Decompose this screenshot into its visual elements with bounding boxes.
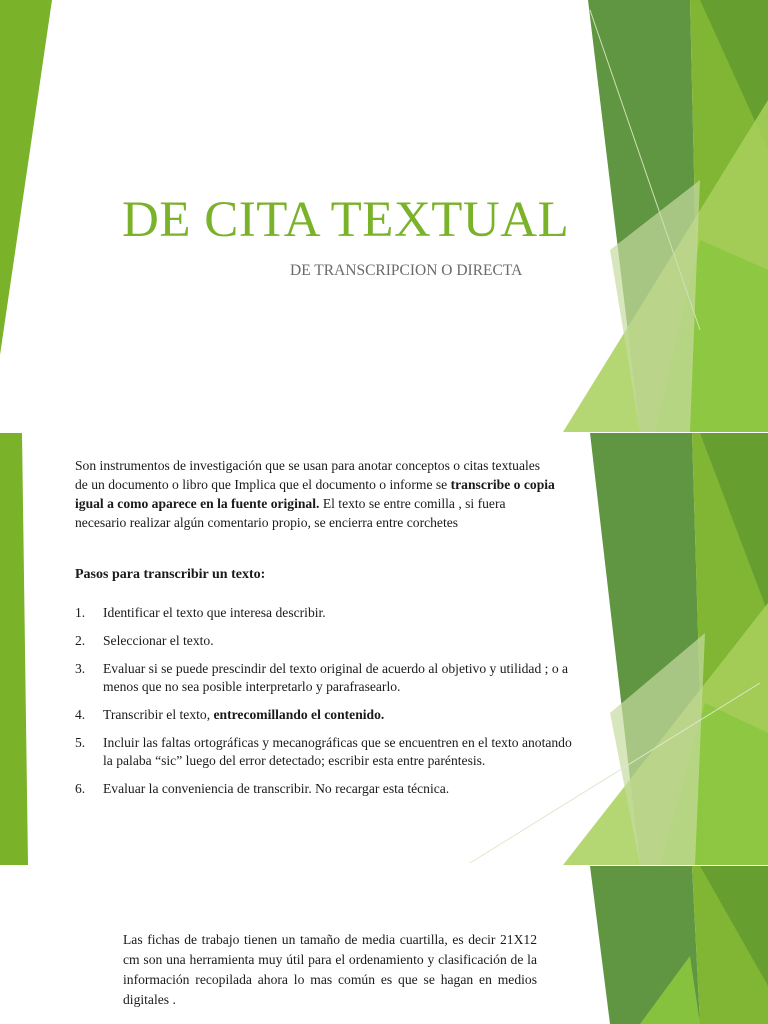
step-number: 3. xyxy=(75,661,86,676)
step-number: 6. xyxy=(75,781,86,796)
slide-steps xyxy=(0,433,768,865)
step-text: Seleccionar el texto. xyxy=(103,633,214,648)
step-text: Transcribir el texto, xyxy=(103,707,214,722)
list-item xyxy=(75,780,575,798)
fichas-paragraph: Las fichas de trabajo tienen un tamaño de media cuartilla, es decir 21X12 cm son una herramienta muy útil para el ordenamiento y clasificación de la información recopilada ahora lo mas común es que se hagan en medios digitales . xyxy=(123,932,537,1007)
step-number: 2. xyxy=(75,633,86,648)
slide-subtitle-text: DE TRANSCRIPCION O DIRECTA xyxy=(290,262,523,279)
step-number: 4. xyxy=(75,707,86,722)
list-item xyxy=(75,706,575,724)
list-item xyxy=(75,604,575,622)
slide-title xyxy=(0,0,768,432)
step-text: Evaluar si se puede prescindir del texto original de acuerdo al objetivo y utilidad ; o a menos que no sea posible interpretarlo y parafrasearlo. xyxy=(103,661,569,694)
step-text: Identificar el texto que interesa describir. xyxy=(103,605,326,620)
intro-text-start: Son instrumentos de investigación que se usan para anotar conceptos o citas textuales de un documento o libro que Implica que el documento o informe se xyxy=(75,458,541,492)
step-number: 1. xyxy=(75,605,86,620)
steps-list xyxy=(75,604,575,808)
list-item xyxy=(75,734,575,770)
intro-paragraph xyxy=(75,456,555,532)
list-item xyxy=(75,632,575,650)
steps-heading: Pasos para transcribir un texto: xyxy=(75,567,266,582)
slide-title-text: DE CITA TEXTUAL xyxy=(122,192,570,248)
step-number: 5. xyxy=(75,735,86,750)
list-item xyxy=(75,660,575,696)
step-text-bold: entrecomillando el contenido. xyxy=(213,707,385,722)
step-text: Evaluar la conveniencia de transcribir. No recargar esta técnica. xyxy=(103,781,450,796)
intro-text-end: El texto se entre comilla , si fuera necesario realizar algún comentario propio, se encierra entre corchetes xyxy=(75,496,506,530)
intro-text-bold: transcribe o copia igual a como aparece en la fuente original. xyxy=(75,477,555,511)
step-text: Incluir las faltas ortográficas y mecanográficas que se encuentren en el texto anotando la palaba “sic” luego del error detectado; escribir esta entre paréntesis. xyxy=(103,735,572,768)
slide-fichas xyxy=(0,866,768,1024)
